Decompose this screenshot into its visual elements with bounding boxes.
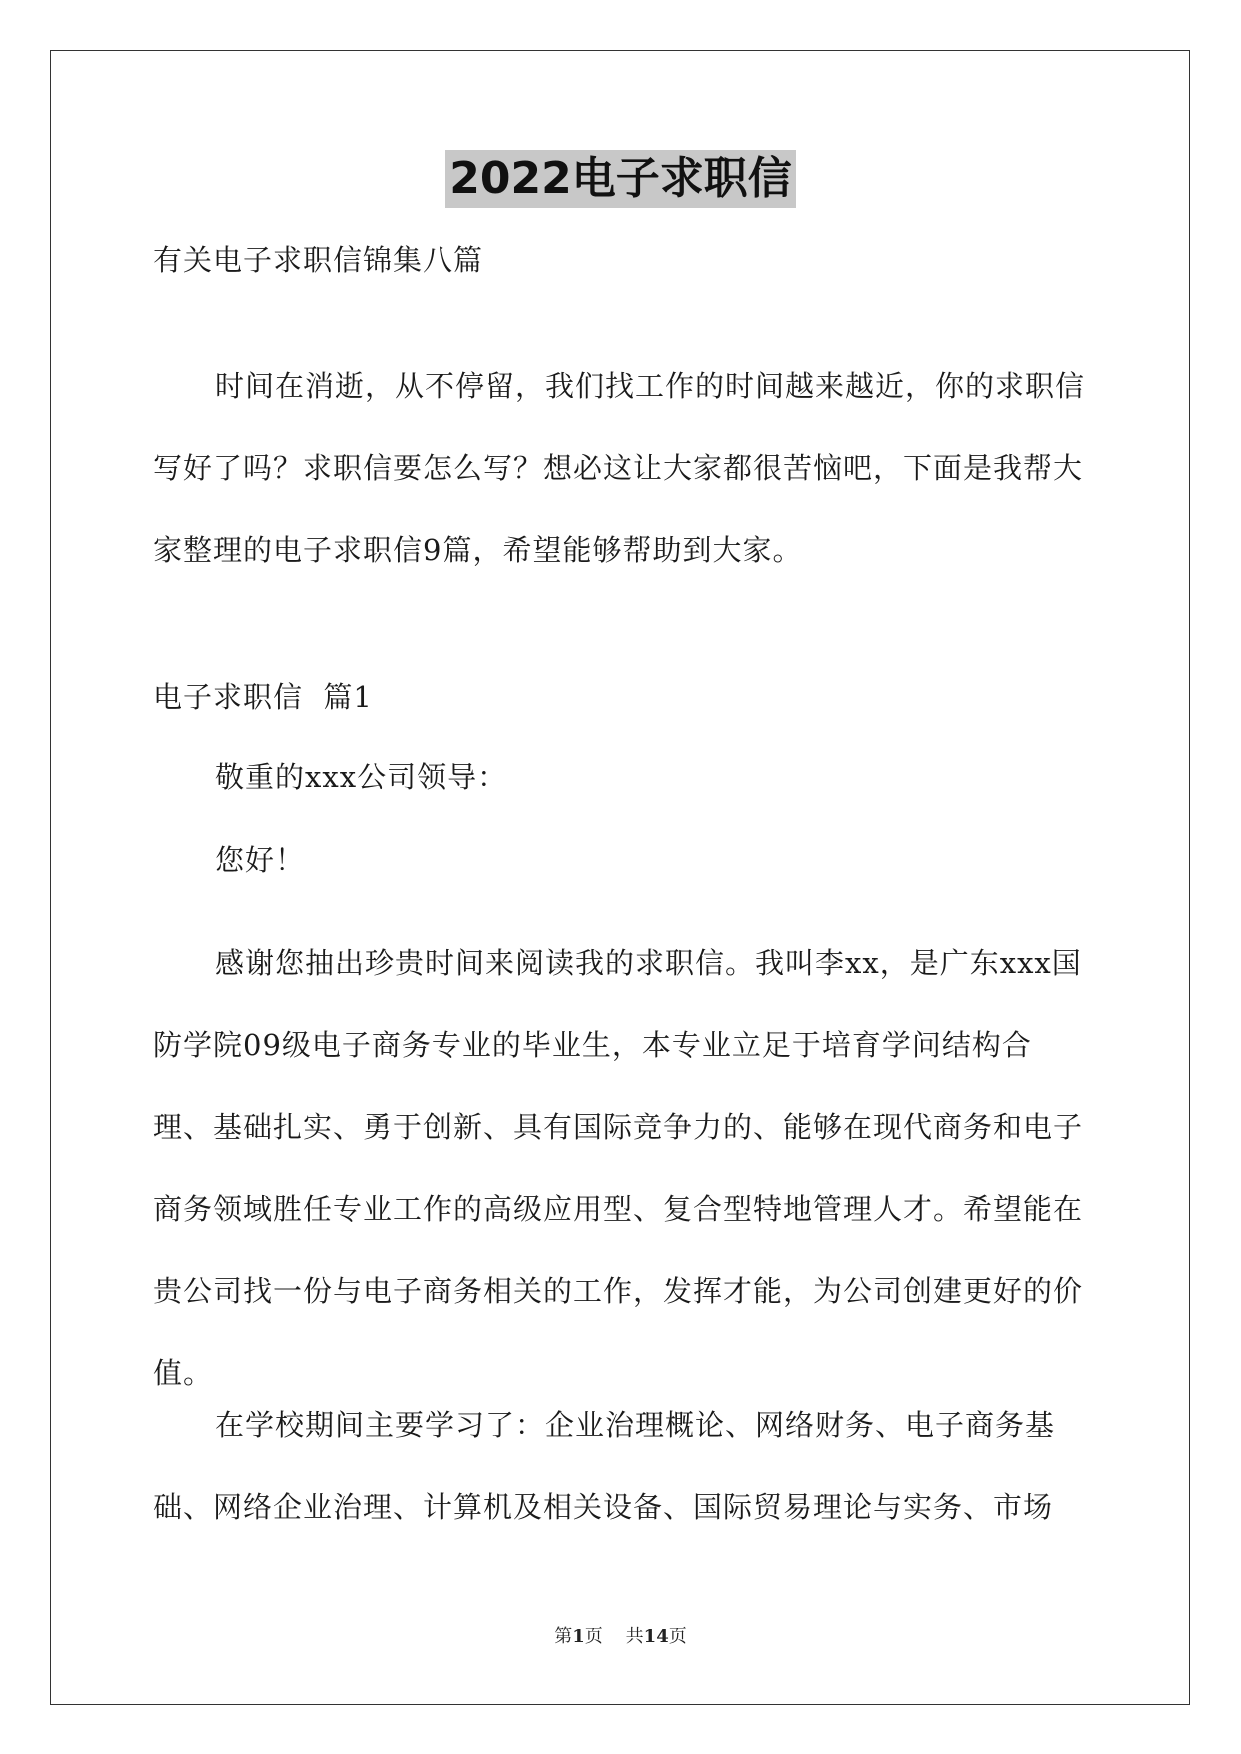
letter-salutation: 敬重的xxx公司领导： [215,760,508,794]
page-footer [0,1622,1241,1648]
page-total: 14 [643,1626,669,1647]
page-prefix: 第 [554,1626,573,1647]
page-current: 1 [572,1626,585,1647]
intro-paragraph: 时间在消逝，从不停留，我们找工作的时间越来越近，你的求职信写好了吗？求职信要怎么写？想必这让大家都很苦恼吧，下面是我帮大家整理的电子求职信9篇，希望能够帮助到大家。 [153,369,1086,567]
body-paragraph: 感谢您抽出珍贵时间来阅读我的求职信。我叫李xx，是广东xxx国防学院09级电子商务专业的毕业生，本专业立足于培育学问结构合理、基础扎实、勇于创新、具有国际竞争力的、能够在现代商务和电子商务领域胜任专业工作的高级应用型、复合型特地管理人才。希望能在贵公司找一份与电子商务相关的工作，发挥才能，为公司创建更好的价值。 [153,946,1084,1390]
document-title-text: 2022电子求职信 [445,150,795,208]
total-label: 页 [668,1626,687,1647]
document-title [0,150,1241,208]
document-subtitle: 有关电子求职信锦集八篇 [153,243,484,277]
letter-greeting: 您好！ [215,843,306,877]
section-heading: 电子求职信 篇1 [153,680,373,714]
total-prefix: 共 [625,1626,644,1647]
page-label: 页 [584,1626,603,1647]
body-paragraph: 在学校期间主要学习了：企业治理概论、网络财务、电子商务基础、网络企业治理、计算机及相关设备、国际贸易理论与实务、市场 [153,1408,1056,1524]
